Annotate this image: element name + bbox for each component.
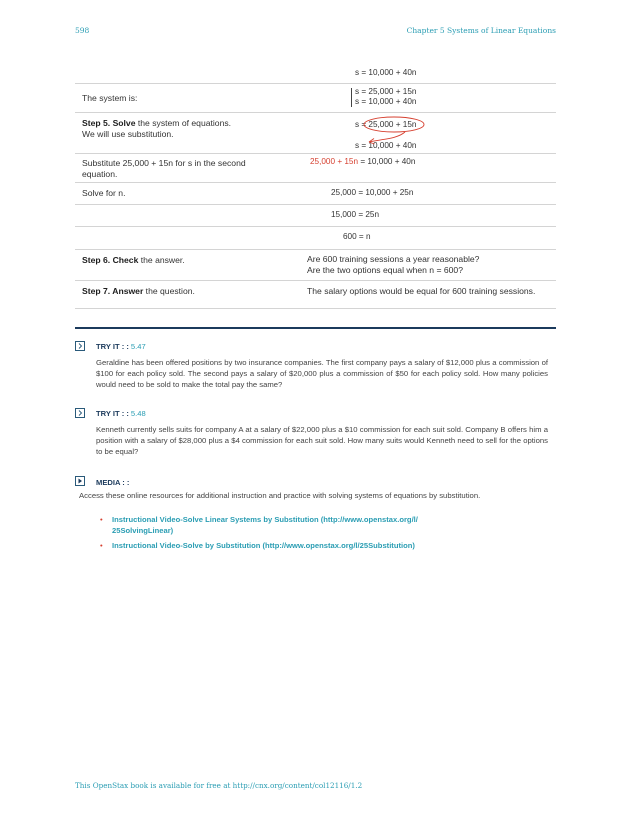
step5-eq2: s = 10,000 + 40n: [355, 141, 417, 150]
system-eq1: s = 25,000 + 15n: [355, 87, 417, 96]
table-row: [75, 250, 556, 281]
section-divider: [75, 327, 556, 329]
page-number: 598: [75, 26, 90, 35]
step6-checks: Are 600 training sessions a year reasonable? Are the two options equal when n = 600?: [307, 254, 480, 275]
chapter-title: Chapter 5 Systems of Linear Equations: [406, 26, 556, 35]
step6-text: Step 6. Check the answer.: [82, 255, 185, 265]
media-description: Access these online resources for additional instruction and practice with solving systems of equations by substitution.: [79, 491, 481, 500]
table-row: [75, 281, 556, 309]
step5-text: Step 5. Solve the system of equations. We will use substitution.: [82, 118, 232, 139]
solve-eq3: 600 = n: [343, 232, 371, 241]
table-row: [75, 113, 556, 154]
top-equation: s = 10,000 + 40n: [355, 68, 417, 77]
table-row: [75, 205, 556, 227]
table-row: [75, 227, 556, 250]
try-it-heading: TRY IT : : 5.48: [96, 409, 146, 418]
media-link-solving-linear[interactable]: Instructional Video-Solve Linear Systems by Substitution (http://www.openstax.org/l/ 25SolvingLinear): [112, 515, 418, 535]
try-it-chevron-icon: [75, 408, 85, 418]
try-it-exercise-text: Geraldine has been offered positions by two insurance companies. The first company pays a salary of $12,000 plus a commission of $100 for each policy sold. The second pays a salary of $20,000 plus a commission of $50 for each policy sold. How many policies would need to be sold to make the total pay the same?: [96, 358, 548, 389]
table-row: [75, 62, 556, 84]
substitute-label: Substitute 25,000 + 15n for s in the second equation.: [82, 158, 246, 179]
media-heading: MEDIA : :: [96, 478, 130, 487]
media-play-icon: [75, 476, 85, 486]
page-footer: This OpenStax book is available for free at http://cnx.org/content/col12116/1.2: [75, 781, 363, 790]
media-link-substitution[interactable]: Instructional Video-Solve by Substitution (http://www.openstax.org/l/25Substitution): [112, 541, 415, 550]
substitution-arrow-annotation: [355, 115, 430, 147]
substituted-equation: 25,000 + 15n = 10,000 + 40n: [310, 157, 416, 166]
system-label: The system is:: [82, 93, 138, 103]
step5-eq1: s = 25,000 + 15n: [355, 120, 417, 129]
step7-answer: The salary options would be equal for 600 training sessions.: [307, 286, 536, 296]
system-brace: [351, 88, 352, 107]
step7-text: Step 7. Answer the question.: [82, 286, 195, 296]
solve-label: Solve for n.: [82, 188, 126, 198]
try-it-exercise-text: Kenneth currently sells suits for company A at a salary of $22,000 plus a $10 commission for each suit sold. Company B offers him a position with a salary of $28,000 plus a $4 commission for each suit sold. How many suits would Kenneth need to sell for the options to be equal?: [96, 425, 548, 456]
bullet: •: [100, 515, 103, 524]
try-it-chevron-icon: [75, 341, 85, 351]
solution-table: [75, 62, 556, 309]
table-row: [75, 183, 556, 205]
solve-eq1: 25,000 = 10,000 + 25n: [331, 188, 414, 197]
system-eq2: s = 10,000 + 40n: [355, 97, 417, 106]
solve-eq2: 15,000 = 25n: [331, 210, 380, 219]
table-row: [75, 84, 556, 113]
table-row: [75, 154, 556, 183]
bullet: •: [100, 541, 103, 550]
try-it-heading: TRY IT : : 5.47: [96, 342, 146, 351]
